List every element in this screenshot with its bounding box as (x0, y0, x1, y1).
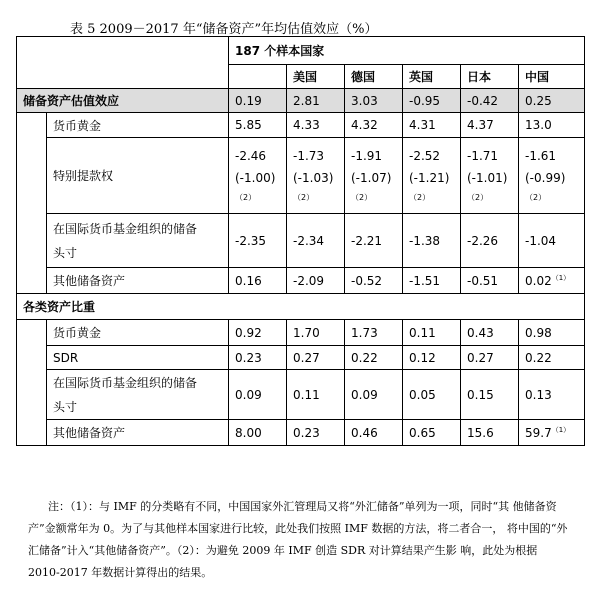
label-line: 头寸 (53, 245, 78, 260)
table-cell: -1.51 (403, 268, 461, 294)
table-cell (519, 268, 585, 294)
table-cell: -0.51 (461, 268, 519, 294)
table-row (17, 268, 585, 294)
table-footnote (28, 496, 568, 584)
section-title-valuation: 储备资产估值效应 (17, 89, 229, 113)
table-cell (461, 138, 519, 214)
valuation-effect-table (16, 36, 585, 446)
row-label-sdr: 特别提款权 (47, 138, 229, 214)
col-header-china: 中国 (519, 65, 585, 89)
table-cell: 13.0 (519, 113, 585, 138)
note-line: 他储备资产”金额常年为 0。为了与其他样本国家进行比较，此处我们按照 IMF 数据的方法，将二者合一， (28, 500, 557, 535)
table-cell: 0.11 (287, 370, 345, 420)
table-row (17, 138, 585, 214)
label-line: 在国际货币基金组织的储备 (53, 375, 198, 390)
table-cell: 0.23 (287, 420, 345, 446)
cell-footnote-mark: （2） (467, 192, 489, 202)
table-cell: 0.16 (229, 268, 287, 294)
note-line: 注：（1）：与 IMF 的分类略有不同，中国国家外汇管理局又将“外汇储备”单列为一项，同时“其 (48, 500, 510, 513)
row-label-gold-share: 货币黄金 (47, 320, 229, 346)
section-title-shares: 各类资产比重 (17, 294, 585, 320)
table-cell: 0.19 (229, 89, 287, 113)
table-row (17, 89, 585, 113)
table-cell: 5.85 (229, 113, 287, 138)
indent-cell (17, 113, 47, 294)
table-cell: 0.98 (519, 320, 585, 346)
table-cell: -0.52 (345, 268, 403, 294)
table-cell: -2.09 (287, 268, 345, 294)
col-header-usa: 美国 (287, 65, 345, 89)
table-row (17, 346, 585, 370)
cell-footnote-mark: （2） (351, 192, 373, 202)
table-row (17, 214, 585, 268)
indent-cell (17, 320, 47, 446)
table-cell: 0.43 (461, 320, 519, 346)
row-label-sdr-share: SDR (47, 346, 229, 370)
table-cell: 0.05 (403, 370, 461, 420)
row-label-gold: 货币黄金 (47, 113, 229, 138)
cell-value: 0.02 (525, 274, 552, 288)
row-label-other: 其他储备资产 (47, 268, 229, 294)
table-cell: 0.15 (461, 370, 519, 420)
cell-value: -2.52 (409, 148, 441, 163)
table-cell (403, 138, 461, 214)
table-cell (519, 138, 585, 214)
table-row (17, 420, 585, 446)
table-cell (229, 138, 287, 214)
table-row (17, 320, 585, 346)
table-row (17, 370, 585, 420)
table-cell: 4.32 (345, 113, 403, 138)
cell-footnote-mark: （2） (293, 192, 315, 202)
table-cell (519, 420, 585, 446)
table-cell: 4.37 (461, 113, 519, 138)
table-cell: 0.27 (287, 346, 345, 370)
table-cell: 8.00 (229, 420, 287, 446)
table-cell: 0.65 (403, 420, 461, 446)
label-line: 在国际货币基金组织的储备 (53, 221, 198, 236)
table-cell: 2.81 (287, 89, 345, 113)
cell-footnote-mark: （2） (409, 192, 431, 202)
table-cell: 1.73 (345, 320, 403, 346)
cell-sub-value: (-1.03) (293, 170, 334, 185)
table-cell: 3.03 (345, 89, 403, 113)
table-cell: 4.31 (403, 113, 461, 138)
cell-sub-value: (-1.00) (235, 170, 276, 185)
cell-sub-value: (-0.99) (525, 170, 566, 185)
table-cell: 0.27 (461, 346, 519, 370)
table-cell: -1.04 (519, 214, 585, 268)
table-cell: 0.11 (403, 320, 461, 346)
table-cell: -2.35 (229, 214, 287, 268)
col-header-germany: 德国 (345, 65, 403, 89)
table-cell: 4.33 (287, 113, 345, 138)
cell-value: -1.61 (525, 148, 557, 163)
header-row-group (17, 37, 585, 65)
table-cell: -2.21 (345, 214, 403, 268)
cell-sub-value: (-1.21) (409, 170, 450, 185)
cell-value: -2.46 (235, 148, 267, 163)
table-row (17, 113, 585, 138)
table-cell: 0.12 (403, 346, 461, 370)
header-blank-cell (17, 37, 229, 89)
table-cell: -0.95 (403, 89, 461, 113)
col-header-sample (229, 65, 287, 89)
cell-sub-value: (-1.07) (351, 170, 392, 185)
table-cell: 0.22 (345, 346, 403, 370)
table-cell: -2.34 (287, 214, 345, 268)
cell-value: 59.7 (525, 426, 552, 440)
table-cell: 1.70 (287, 320, 345, 346)
note-line: 响，此处为根据 2010-2017 年数据计算得出的结果。 (28, 544, 538, 579)
note-line: 将中国的“外汇储备”计入“其他储备资产”。（2）：为避免 2009 年 IMF 创造 SDR 对计算结果产生影 (28, 522, 568, 557)
table-cell: -2.26 (461, 214, 519, 268)
cell-value: -1.71 (467, 148, 499, 163)
footnote-mark: （1） (551, 426, 571, 434)
table-cell: 0.22 (519, 346, 585, 370)
row-label-imf-position (47, 214, 229, 268)
cell-value: -1.73 (293, 148, 325, 163)
row-label-imf-share (47, 370, 229, 420)
cell-footnote-mark: （2） (235, 192, 257, 202)
table-cell: -1.38 (403, 214, 461, 268)
table-cell: -0.42 (461, 89, 519, 113)
row-label-other-share: 其他储备资产 (47, 420, 229, 446)
sample-countries-header: 187 个样本国家 (229, 37, 585, 65)
cell-sub-value: (-1.01) (467, 170, 508, 185)
col-header-japan: 日本 (461, 65, 519, 89)
table-cell: 0.09 (229, 370, 287, 420)
table-caption: 表 5 2009－2017 年“储备资产”年均估值效应（%） (70, 22, 378, 37)
table-cell: 0.09 (345, 370, 403, 420)
table-cell (287, 138, 345, 214)
footnote-mark: （1） (551, 274, 571, 282)
table-cell: 0.23 (229, 346, 287, 370)
cell-value: -1.91 (351, 148, 383, 163)
table-cell: 0.92 (229, 320, 287, 346)
table-cell: 15.6 (461, 420, 519, 446)
table-cell (345, 138, 403, 214)
table-row (17, 294, 585, 320)
label-line: 头寸 (53, 399, 78, 414)
col-header-uk: 英国 (403, 65, 461, 89)
table-cell: 0.25 (519, 89, 585, 113)
cell-footnote-mark: （2） (525, 192, 547, 202)
table-cell: 0.46 (345, 420, 403, 446)
table-cell: 0.13 (519, 370, 585, 420)
